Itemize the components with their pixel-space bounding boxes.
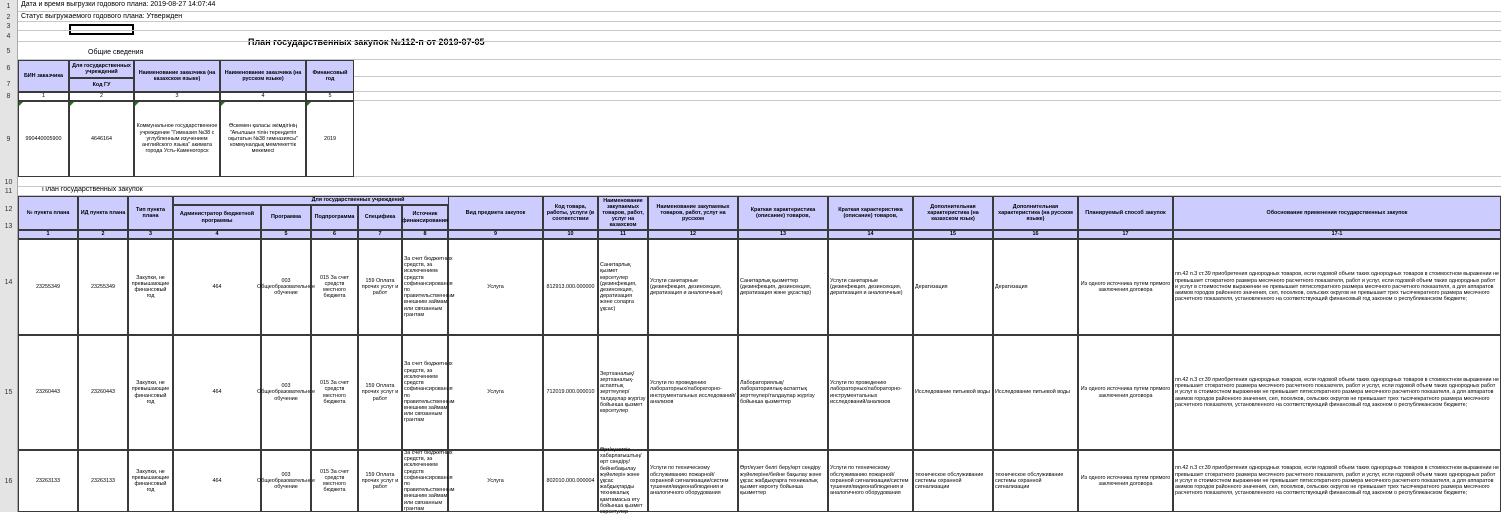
plan-data-cell[interactable]: За счет бюджетных средств, за исключением средств софинансирования по правительственным внешним займам или связанным грантам bbox=[404, 449, 455, 512]
gridline bbox=[18, 186, 1501, 187]
general-value-cell[interactable]: 2019 bbox=[306, 101, 354, 177]
plan-header-cell: Вид предмета закупок bbox=[448, 196, 543, 230]
plan-column-number: 7 bbox=[358, 230, 402, 239]
row-number[interactable]: 15 bbox=[4, 389, 13, 396]
export-datetime-text: Дата и время выгрузки годового плана: 2019-08-27 14:07:44 bbox=[21, 1, 216, 8]
plan-data-cell[interactable]: 003 Общеобразовательное обучение bbox=[261, 239, 311, 335]
plan-header-cell: Тип пункта плана bbox=[128, 196, 173, 230]
plan-data-cell[interactable]: Услуги по техническому обслуживанию пожарной/охранной сигнализации/систем тушения/видеонаблюдения и аналогичного оборудования bbox=[828, 450, 913, 512]
general-header-cell: Финансовый год bbox=[306, 60, 354, 92]
plan-data-cell[interactable]: 015 За счет средств местного бюджета bbox=[311, 239, 358, 335]
row-number[interactable]: 16 bbox=[4, 477, 13, 485]
plan-header-cell: Планируемый способ закупок bbox=[1078, 196, 1173, 230]
plan-data-cell[interactable]: 159 Оплата прочих услуг и работ bbox=[358, 450, 402, 512]
plan-data-cell[interactable]: 23255349 bbox=[18, 239, 78, 335]
row-number[interactable]: 14 bbox=[4, 279, 13, 286]
plan-data-cell[interactable]: Исследование питьевой воды bbox=[993, 335, 1078, 450]
gridline bbox=[18, 21, 1501, 22]
plan-data-cell[interactable]: 23255349 bbox=[78, 239, 128, 335]
row-number[interactable]: 11 bbox=[4, 188, 13, 195]
plan-column-number: 2 bbox=[78, 230, 128, 239]
plan-data-cell[interactable]: Услуги по проведению лабораторных/лабораторно-инструментальных исследований/анализов bbox=[648, 335, 738, 450]
plan-header-cell: Наименование закупаемых товаров, работ, услуг на русском bbox=[648, 196, 738, 230]
plan-column-number: 12 bbox=[648, 230, 738, 239]
row-number[interactable]: 1 bbox=[6, 2, 11, 10]
plan-data-cell[interactable]: Санитарлық қызмет көрсетулер (дезинфекция, дезинсекция, дератизация және соларға ұқсас) bbox=[598, 239, 648, 335]
general-value-cell[interactable]: Коммунальное государственное учреждение "Гимназия №38 с углубленным изучением английского языка" акимата города Усть-Каменогорск bbox=[134, 101, 220, 177]
plan-header-cell: Дополнительная характеристика (на русском языке) bbox=[993, 196, 1078, 230]
plan-data-cell[interactable]: Закупки, не превышающие финансовый год bbox=[128, 335, 173, 450]
row-number[interactable]: 10 bbox=[4, 178, 13, 186]
plan-data-cell[interactable]: Услуга bbox=[448, 335, 543, 450]
general-header-cell: Наименование заказчика (на казахском языке) bbox=[134, 60, 220, 92]
plan-header-cell: Администратор бюджетной программы bbox=[173, 205, 261, 230]
plan-data-cell[interactable]: пп.42 п.3 ст.39 приобретения однородных товаров, если годовой объем таких однородных товаров в стоимостном выражении не превышает стократного размера месячного расчетного показателя, работ и услуг, если годовой объем таких однородных работ и услуг в стоимостном выражении не превышает пятисоткратного размера месячного расчетного показателя, а для аппаратов акимов городов районного значения, сел, поселков, сельских округов не превышает трех тысячекратного размера месячного расчетного показателя, установленного на соответствующий финансовый год законом о республиканском бюджете; bbox=[1173, 239, 1501, 335]
general-value-cell[interactable]: 990440005900 bbox=[18, 101, 69, 177]
plan-section-label: План государственных закупок bbox=[42, 186, 143, 193]
plan-data-cell[interactable]: Өрт/күзет белгі беру/өрт сөндіру жүйелеріне/бейне бақылау және ұқсас жабдықтарға техникалық қызмет көрсету бойынша қызметтер bbox=[738, 450, 828, 512]
general-column-number: 4 bbox=[220, 92, 306, 101]
plan-data-cell[interactable]: 712019.000.000010 bbox=[543, 335, 598, 450]
general-value-cell[interactable]: Өскемен қаласы әкімдігінің "Ағылшын тілін тереңдетіп оқытатын №38 гимназиясы" коммуналдық мемлекеттік мекемесі bbox=[220, 101, 306, 177]
plan-column-number: 5 bbox=[261, 230, 311, 239]
plan-column-number: 1 bbox=[18, 230, 78, 239]
plan-data-cell[interactable]: 23260443 bbox=[78, 335, 128, 450]
gridline bbox=[18, 41, 1501, 42]
gridline bbox=[18, 11, 1501, 12]
general-value-cell[interactable]: 4646164 bbox=[69, 101, 134, 177]
plan-header-cell: Источник финансирования bbox=[402, 205, 448, 230]
plan-data-cell[interactable]: 159 Оплата прочих услуг и работ bbox=[358, 239, 402, 335]
plan-data-cell[interactable]: 464 bbox=[173, 450, 261, 512]
plan-data-cell[interactable]: Услуги санитарные (дезинфекция, дезинсекция, дератизация и аналогичные) bbox=[828, 239, 913, 335]
cell-indicator-icon bbox=[19, 102, 23, 106]
plan-data-cell[interactable]: 23263133 bbox=[78, 450, 128, 512]
row-number[interactable]: 5 bbox=[6, 47, 11, 55]
row-number[interactable]: 7 bbox=[6, 81, 11, 88]
cell-indicator-icon bbox=[307, 102, 311, 106]
gridline bbox=[18, 30, 1501, 31]
general-section-label: Общие сведения bbox=[88, 49, 144, 56]
plan-title: План государственных закупок №112-п от 2019-07-05 bbox=[248, 37, 485, 47]
plan-header-cell: Дополнительная характеристика (на казахском язык) bbox=[913, 196, 993, 230]
general-header-cell: Наименование заказчика (на русском языке) bbox=[220, 60, 306, 92]
row-number[interactable]: 9 bbox=[6, 135, 11, 143]
plan-data-cell[interactable]: Услуги по техническому обслуживанию пожарной/охранной сигнализации/систем тушения/видеонаблюдения и аналогичного оборудования bbox=[648, 450, 738, 512]
plan-header-cell: Обоснование применения государственных закупок bbox=[1173, 196, 1501, 230]
plan-data-cell[interactable]: Исследование питьевой воды bbox=[913, 335, 993, 450]
plan-data-cell[interactable]: Закупки, не превышающие финансовый год bbox=[128, 450, 173, 512]
plan-column-number: 4 bbox=[173, 230, 261, 239]
plan-column-number: 17-1 bbox=[1173, 230, 1501, 239]
plan-data-cell[interactable]: 812913.000.000000 bbox=[543, 239, 598, 335]
plan-column-number: 9 bbox=[448, 230, 543, 239]
plan-data-cell[interactable]: Услуги санитарные (дезинфекция, дезинсекция, дератизация и аналогичные) bbox=[648, 239, 738, 335]
plan-data-cell[interactable]: За счет бюджетных средств, за исключением средств софинансирования по правительственным внешним займам или связанным грантам bbox=[402, 335, 448, 450]
general-header-cell: Для государственных учреждений bbox=[69, 60, 134, 78]
plan-header-cell: ИД пункта плана bbox=[78, 196, 128, 230]
row-number[interactable]: 2 bbox=[6, 13, 11, 21]
plan-data-cell[interactable]: 464 bbox=[173, 335, 261, 450]
plan-column-number: 13 bbox=[738, 230, 828, 239]
plan-data-cell[interactable]: техническое обслуживание системы охранной сигнализации bbox=[993, 450, 1078, 512]
plan-header-cell: № пункта плана bbox=[18, 196, 78, 230]
spreadsheet-grid[interactable] bbox=[18, 0, 1501, 515]
plan-data-cell[interactable]: пп.42 п.3 ст.39 приобретения однородных товаров, если годовой объем таких однородных товаров в стоимостном выражении не превышает стократного размера месячного расчетного показателя, работ и услуг, если годовой объем таких однородных работ и услуг в стоимостном выражении не превышает пятисоткратного размера месячного расчетного показателя, а для аппаратов акимов городов районного значения, сел, поселков, сельских округов не превышает трех тысячекратного размера месячного расчетного показателя, установленного на соответствующий финансовый год законом о республиканском бюджете; bbox=[1173, 450, 1501, 512]
plan-column-number: 3 bbox=[128, 230, 173, 239]
general-column-number: 1 bbox=[18, 92, 69, 101]
plan-header-cell: Код товара, работы, услуги (в соответствии bbox=[543, 196, 598, 230]
plan-data-cell[interactable]: 464 bbox=[173, 239, 261, 335]
row-number[interactable]: 8 bbox=[6, 93, 11, 100]
plan-data-cell[interactable]: Закупки, не превышающие финансовый год bbox=[128, 239, 173, 335]
plan-header-cell: Подпрограмма bbox=[311, 205, 358, 230]
plan-data-cell[interactable]: 23260443 bbox=[18, 335, 78, 450]
plan-data-cell[interactable]: Из одного источника путем прямого заключения договора bbox=[1078, 239, 1173, 335]
plan-column-number: 6 bbox=[311, 230, 358, 239]
plan-data-cell[interactable]: 015 За счет средств местного бюджета bbox=[311, 335, 358, 450]
plan-data-cell[interactable]: 159 Оплата прочих услуг и работ bbox=[358, 335, 402, 450]
cell-indicator-icon bbox=[221, 102, 225, 106]
plan-data-cell[interactable]: Дератизация bbox=[913, 239, 993, 335]
plan-header-cell: Программа bbox=[261, 205, 311, 230]
plan-data-cell[interactable]: 003 Общеобразовательное обучение bbox=[261, 335, 311, 450]
plan-data-cell[interactable]: техническое обслуживание системы охранной сигнализации bbox=[913, 450, 993, 512]
plan-data-cell[interactable]: 015 За счет средств местного бюджета bbox=[311, 450, 358, 512]
plan-column-number: 15 bbox=[913, 230, 993, 239]
plan-status-text: Статус выгружаемого годового плана: Утвержден bbox=[21, 13, 183, 20]
plan-data-cell[interactable]: Из одного источника путем прямого заключения договора bbox=[1078, 450, 1173, 512]
cell-indicator-icon bbox=[135, 102, 139, 106]
plan-data-cell[interactable]: Услуга bbox=[448, 239, 543, 335]
plan-column-number: 17 bbox=[1078, 230, 1173, 239]
plan-data-cell[interactable]: 23263133 bbox=[18, 450, 78, 512]
general-column-number: 2 bbox=[69, 92, 134, 101]
plan-column-number: 10 bbox=[543, 230, 598, 239]
plan-header-cell: Краткая характеристика (описание) товаров, bbox=[828, 196, 913, 230]
general-column-number: 3 bbox=[134, 92, 220, 101]
plan-data-cell[interactable]: Зертханалық/зертханалық-аспаптық зерттеулер/талдаулар жүргізу бойынша қызмет көрсетулер bbox=[598, 335, 648, 450]
plan-header-cell: Краткая характеристика (описание) товаров, bbox=[738, 196, 828, 230]
row-number[interactable]: 3 bbox=[6, 23, 11, 30]
row-number[interactable]: 4 bbox=[6, 33, 11, 40]
plan-data-cell[interactable]: Из одного источника путем прямого заключения договора bbox=[1078, 335, 1173, 450]
plan-header-cell: Наименование закупаемых товаров, работ, услуг на казахском bbox=[598, 196, 648, 230]
general-header-cell: БИН заказчика bbox=[18, 60, 69, 92]
plan-data-cell[interactable]: Услуги по проведению лабораторных/лабораторно-инструментальных исследований/анализов bbox=[828, 335, 913, 450]
plan-data-cell[interactable]: Дератизация bbox=[993, 239, 1078, 335]
general-column-number: 5 bbox=[306, 92, 354, 101]
row-number[interactable]: 6 bbox=[6, 65, 11, 72]
plan-data-cell[interactable]: За счет бюджетных средств, за исключением средств софинансирования по правительственным внешним займам или связанным грантам bbox=[402, 239, 448, 335]
plan-header-cell: Специфика bbox=[358, 205, 402, 230]
plan-data-cell[interactable]: Санитарлық қызметтер (дезинфекция, дезинсекция, дератизация және ұқсастар) bbox=[738, 239, 828, 335]
plan-data-cell[interactable]: 802010.000.000004 bbox=[543, 450, 598, 512]
plan-column-number: 8 bbox=[402, 230, 448, 239]
plan-group-header: Для государственных учреждений bbox=[173, 196, 543, 205]
plan-column-number: 16 bbox=[993, 230, 1078, 239]
plan-data-cell[interactable]: пп.42 п.3 ст.39 приобретения однородных товаров, если годовой объем таких однородных товаров в стоимостном выражении не превышает стократного размера месячного расчетного показателя, работ и услуг, если годовой объем таких однородных работ и услуг в стоимостном выражении не превышает пятисоткратного размера месячного расчетного показателя, а для аппаратов акимов городов районного значения, сел, поселков, сельских округов не превышает трех тысячекратного размера месячного расчетного показателя, установленного на соответствующий финансовый год законом о республиканском бюджете; bbox=[1173, 335, 1501, 450]
row-number[interactable]: 13 bbox=[4, 222, 13, 230]
general-sub-header: Код ГУ bbox=[69, 78, 134, 92]
plan-data-cell[interactable]: Лабораториялық/лабораториялық-аспаптық зерттеулер/талдаулар жүргізу бойынша қызметтер bbox=[738, 335, 828, 450]
cell-indicator-icon bbox=[70, 102, 74, 106]
plan-column-number: 11 bbox=[598, 230, 648, 239]
plan-column-number: 14 bbox=[828, 230, 913, 239]
plan-data-cell[interactable]: 003 Общеобразовательное обучение bbox=[261, 450, 311, 512]
plan-data-cell[interactable]: Услуга bbox=[448, 450, 543, 512]
row-number-column bbox=[0, 0, 18, 512]
row-number[interactable]: 12 bbox=[4, 205, 13, 213]
plan-data-cell[interactable]: Өрт/күзеттік хабарлағыштың/өрт сөндіру/бейнебақылау жүйелерін және ұқсас жабдықтарды техникалық қамтамасыз ету бойынша қызмет көрсетулер bbox=[598, 450, 648, 512]
